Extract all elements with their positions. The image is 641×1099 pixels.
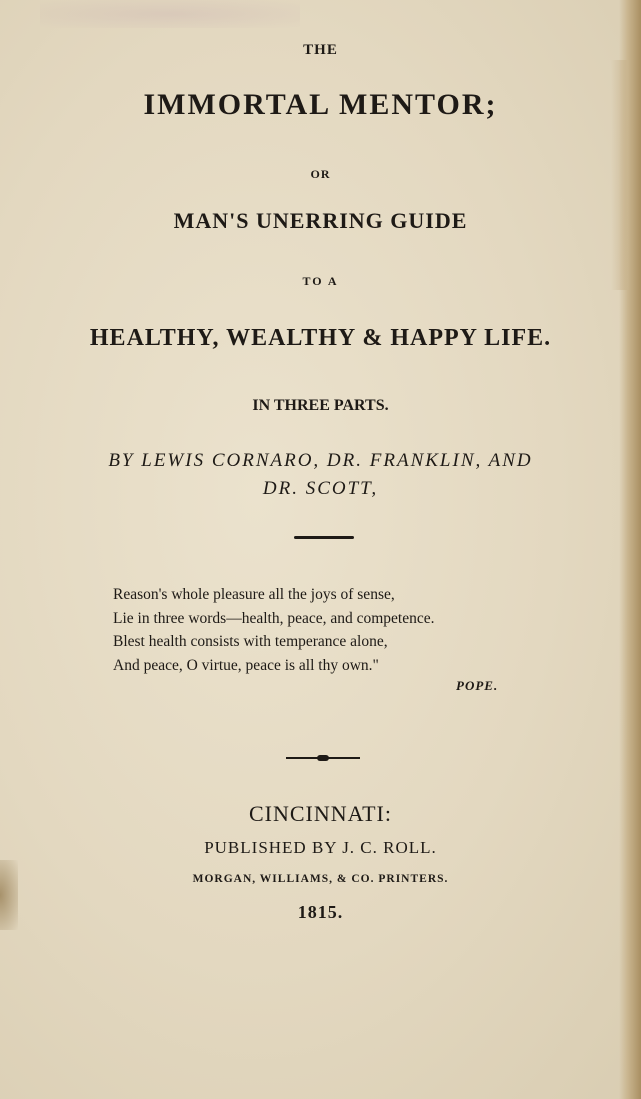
paper-stain: [40, 0, 300, 28]
epigraph-line: Reason's whole pleasure all the joys of sense,: [113, 586, 395, 603]
rule-ornament: [317, 755, 329, 761]
title-or: OR: [310, 167, 331, 181]
imprint-printers: MORGAN, WILLIAMS, & CO. PRINTERS.: [192, 873, 449, 885]
title-to-a: TO A: [302, 274, 339, 288]
imprint-city: CINCINNATI:: [249, 801, 392, 826]
decorative-rule: [286, 756, 360, 760]
page-edge: [619, 0, 641, 1099]
epigraph-line: Blest health consists with temperance alone,: [113, 633, 388, 650]
subtitle: MAN'S UNERRING GUIDE: [173, 208, 468, 233]
epigraph-line: Lie in three words—health, peace, and competence.: [113, 609, 435, 627]
subtitle-life: HEALTHY, WEALTHY & HAPPY LIFE.: [89, 325, 552, 351]
title-the: THE: [303, 42, 338, 58]
epigraph-line: And peace, O virtue, peace is all thy own.": [113, 656, 379, 674]
main-title: IMMORTAL MENTOR;: [143, 88, 498, 121]
authors-line: BY LEWIS CORNARO, DR. FRANKLIN, AND: [108, 450, 533, 471]
imprint-publisher: PUBLISHED BY J. C. ROLL.: [204, 838, 437, 857]
imprint-year: 1815.: [297, 902, 344, 922]
epigraph-attribution: POPE.: [456, 678, 499, 693]
decorative-rule: [294, 536, 354, 539]
parts-line: IN THREE PARTS.: [252, 397, 389, 414]
epigraph: [113, 583, 513, 677]
authors-line: DR. SCOTT,: [262, 478, 379, 499]
